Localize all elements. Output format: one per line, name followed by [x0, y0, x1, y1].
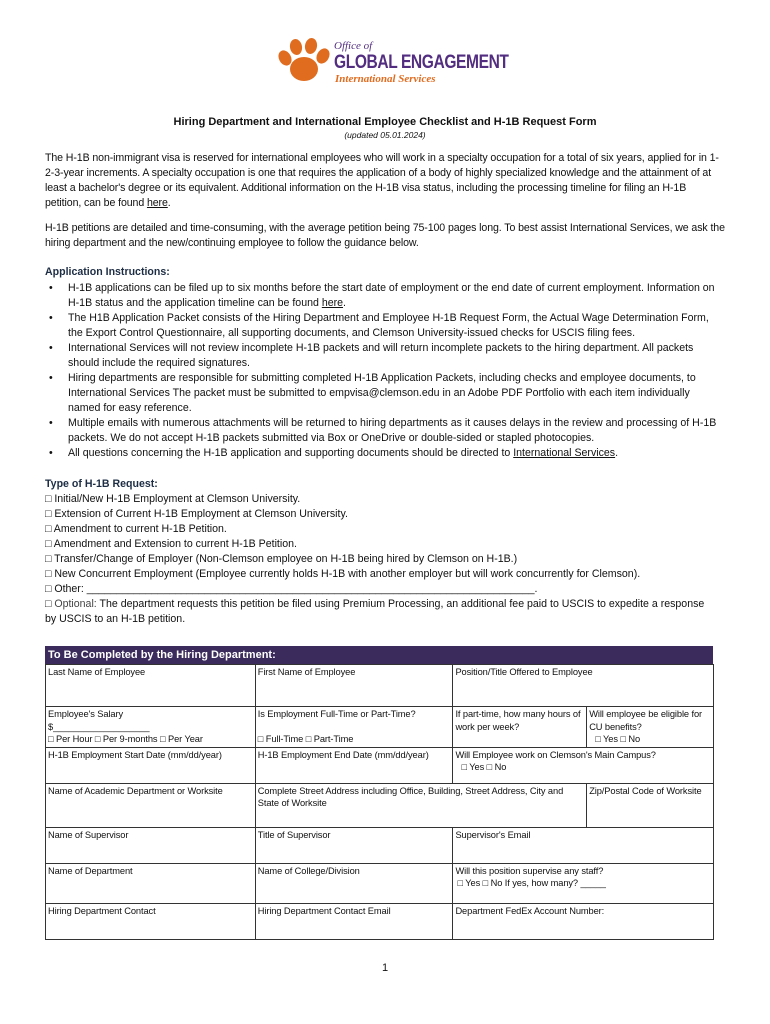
application-instructions-heading: Application Instructions: — [45, 266, 170, 278]
parttime-hours-field[interactable]: If part-time, how many hours of work per week? — [453, 707, 587, 748]
position-field[interactable]: Position/Title Offered to Employee — [453, 665, 714, 707]
request-option-concurrent[interactable]: □ New Concurrent Employment (Employee currently holds H-1B with another employer but will work concurrently for Clemson). — [45, 568, 641, 580]
supervisor-name-field[interactable]: Name of Supervisor — [46, 827, 256, 863]
request-option-amendment-extension[interactable]: □ Amendment and Extension to current H-1B Petition. — [45, 538, 297, 550]
start-date-field[interactable]: H-1B Employment Start Date (mm/dd/year) — [46, 747, 256, 783]
supervise-staff-options[interactable]: □ Yes □ No If yes, how many? _____ — [457, 878, 606, 888]
benefits-options[interactable]: □ Yes □ No — [595, 734, 641, 744]
fulltime-options[interactable]: □ Full-Time □ Part-Time — [257, 733, 354, 744]
intro-paragraph-1: The H-1B non-immigrant visa is reserved for international employees who will work in a specialty occupation for a total of six years, applied for in 1-2-3-year increments. A specialty occupation is one that requires the application of a body of highly specialized knowledge and the attainment of at least a bachelor's degree or its equivalent. Additional information on the H-1B visa status, including the processing timeline for filing an H-1B petition, can be found here. — [45, 152, 719, 209]
street-address-field[interactable]: Complete Street Address including Office, Building, Street Address, City and State of Worksite — [255, 783, 586, 827]
visa-info-link[interactable]: here — [146, 197, 168, 209]
instruction-item: • All questions concerning the H-1B application and supporting documents should be directed to International Services. — [45, 446, 725, 461]
department-name-field[interactable]: Name of Department — [46, 863, 256, 903]
logo-office-text: Office of — [334, 40, 373, 52]
supervisor-email-field[interactable]: Supervisor's Email — [453, 827, 714, 863]
supervisor-title-field[interactable]: Title of Supervisor — [255, 827, 453, 863]
hiring-department-form — [45, 664, 714, 940]
international-services-link[interactable]: International Services — [513, 447, 616, 459]
request-option-initial[interactable]: □ Initial/New H-1B Employment at Clemson University. — [45, 493, 301, 505]
salary-period-options[interactable]: □ Per Hour □ Per 9-months □ Per Year — [48, 734, 203, 744]
request-option-premium[interactable]: □ Optional: The department requests this petition be filed using Premium Processing, an additional fee paid to USCIS to expedite a response by USCIS to an H-1B petition. — [45, 598, 705, 625]
instructions-list — [45, 281, 725, 461]
first-name-field[interactable]: First Name of Employee — [255, 665, 453, 707]
hiring-department-section-header: To Be Completed by the Hiring Department: — [45, 646, 713, 664]
main-campus-field[interactable]: Will Employee work on Clemson's Main Campus? □ Yes □ No — [453, 747, 714, 783]
end-date-field[interactable]: H-1B Employment End Date (mm/dd/year) — [255, 747, 453, 783]
academic-department-field[interactable]: Name of Academic Department or Worksite — [46, 783, 256, 827]
benefits-field[interactable]: Will employee be eligible for CU benefits? □ Yes □ No — [587, 707, 714, 748]
timeline-info-link[interactable]: here — [321, 297, 344, 309]
instruction-item: • International Services will not review incomplete H-1B packets and will return incomplete packets to the hiring department. All packets should include the required signatures. — [45, 341, 725, 371]
request-option-extension[interactable]: □ Extension of Current H-1B Employment at Clemson University. — [45, 508, 348, 520]
request-option-amendment[interactable]: □ Amendment to current H-1B Petition. — [45, 523, 227, 535]
office-logo — [276, 38, 516, 88]
hiring-contact-field[interactable]: Hiring Department Contact — [46, 903, 256, 939]
instruction-item: • The H1B Application Packet consists of the Hiring Department and Employee H-1B Request Form, the Actual Wage Determination Form, the Export Control Questionnaire, all supporting documents, and Clemson University-issued checks for USCIS filing fees. — [45, 311, 725, 341]
college-field[interactable]: Name of College/Division — [255, 863, 453, 903]
request-option-other[interactable]: □ Other: ____________________________________________________________________________. — [45, 583, 538, 595]
page-number: 1 — [381, 962, 389, 974]
fedex-account-field[interactable]: Department FedEx Account Number: — [453, 903, 714, 939]
fulltime-field[interactable]: Is Employment Full-Time or Part-Time? □ Full-Time □ Part-Time — [255, 707, 453, 748]
zip-code-field[interactable]: Zip/Postal Code of Worksite — [587, 783, 714, 827]
logo-international-services: International Services — [335, 73, 436, 85]
document-title: Hiring Department and International Employee Checklist and H-1B Request Form — [173, 116, 597, 128]
tiger-paw-icon — [276, 38, 332, 84]
instruction-item: • Hiring departments are responsible for submitting completed H-1B Application Packets, including checks and employee documents, to International Services The packet must be submitted to empvisa@clemson.edu in an Adobe PDF Portfolio with each item individually named for easy reference. — [45, 371, 725, 416]
instruction-item: • Multiple emails with numerous attachments will be returned to hiring departments as it causes delays in the review and processing of H-1B packets. We do not accept H-1B packets submitted via Box or OneDrive or double-sided or stapled photocopies. — [45, 416, 725, 446]
salary-field[interactable]: Employee's Salary $___________________ □ Per Hour □ Per 9-months □ Per Year — [46, 707, 256, 748]
intro-paragraph-2: H-1B petitions are detailed and time-consuming, with the average petition being 75-100 pages long. To best assist International Services, we ask the hiring department and the new/continuing employee to follow the guidance below. — [45, 222, 725, 249]
logo-global-engagement: GLOBAL ENGAGEMENT — [334, 52, 509, 73]
instruction-item: • H-1B applications can be filed up to six months before the start date of employment or the end date of current employment. Information on H-1B status and the application timeline can be found here. — [45, 281, 725, 311]
main-campus-options[interactable]: □ Yes □ No — [461, 762, 507, 772]
request-type-heading: Type of H-1B Request: — [45, 478, 158, 490]
last-name-field[interactable]: Last Name of Employee — [46, 665, 256, 707]
updated-date: (updated 05.01.2024) — [344, 130, 426, 140]
request-type-options — [45, 492, 735, 627]
request-option-transfer[interactable]: □ Transfer/Change of Employer (Non-Clemson employee on H-1B being hired by Clemson on H-1B.) — [45, 553, 518, 565]
hiring-contact-email-field[interactable]: Hiring Department Contact Email — [255, 903, 453, 939]
supervise-staff-field[interactable]: Will this position supervise any staff? □ Yes □ No If yes, how many? _____ — [453, 863, 714, 903]
